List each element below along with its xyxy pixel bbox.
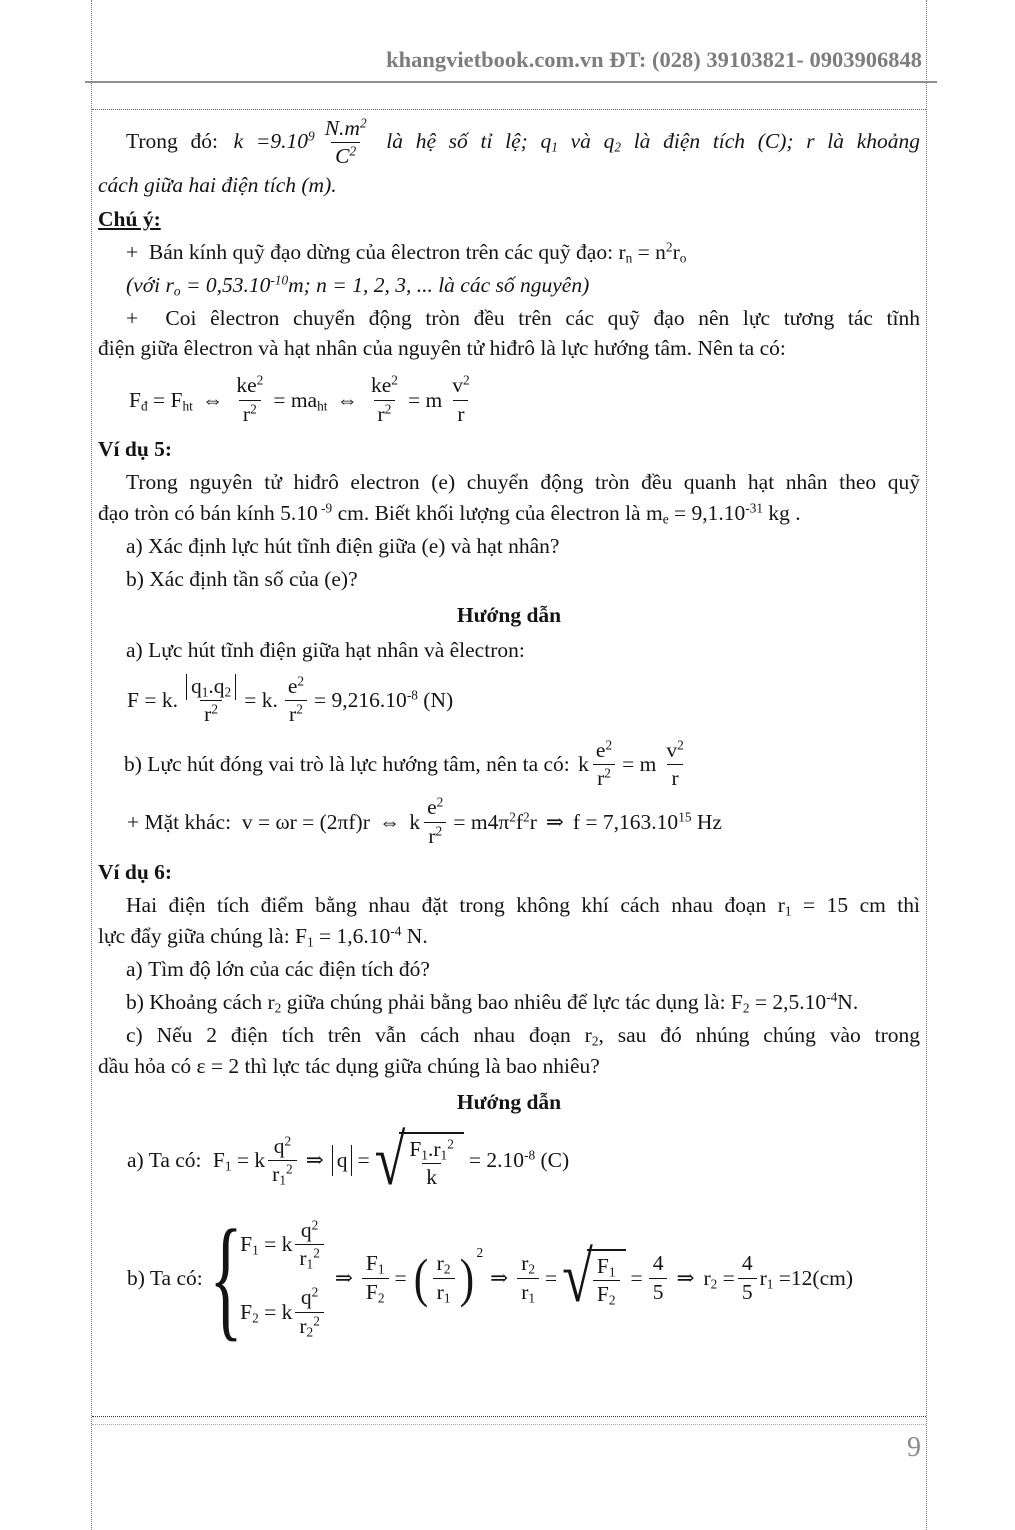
fraction-numerator: $r_2$	[436, 1251, 451, 1277]
fraction-numerator: $q^2$	[300, 1285, 319, 1310]
example6-statement-line2: lực đẩy giữa chúng là: $F_1 = 1,6.10^{-4}$ N.	[98, 923, 428, 950]
system-row	[237, 1218, 327, 1272]
fraction	[367, 373, 402, 427]
coefficient-k: k	[578, 751, 589, 776]
formula-lhs: $F_2 = k$	[240, 1299, 293, 1326]
fraction	[592, 738, 616, 792]
intro-paragraph	[98, 116, 920, 201]
fraction-denominator: $r^2$	[239, 400, 261, 427]
fraction	[295, 1218, 324, 1272]
fraction-denominator: $C^2$	[331, 142, 360, 169]
fraction-denominator: $r^2$	[285, 700, 307, 727]
note-bullet-radius: + Bán kính quỹ đạo dừng của êlectron trên các quỹ đạo: $r_n = n^2r_o$	[126, 239, 687, 265]
absolute-value-numerator: $q_1.q_2$	[186, 674, 236, 700]
formula-eq-m: = m	[622, 751, 657, 776]
fraction	[738, 1251, 757, 1305]
fraction-denominator: $F_2$	[362, 1278, 389, 1305]
fraction	[284, 674, 308, 728]
fraction-denominator: $r_1$	[517, 1278, 539, 1305]
solution-a-label: a) Ta có:	[127, 1148, 207, 1173]
example6-statement	[98, 890, 920, 952]
header-rule	[85, 81, 937, 83]
left-brace: {	[209, 1202, 243, 1354]
formula-r2: $r_2$ =	[703, 1265, 735, 1292]
example5-solution-b-line	[124, 738, 920, 792]
fraction-numerator: $F_1.r_1^2$	[409, 1136, 454, 1162]
parenthesized-ratio: ( $\frac{r_2}{r_1}$ ) 2	[413, 1244, 484, 1309]
example6-question-c	[98, 1020, 920, 1082]
square-root: √ $\frac{F_1.r_1^2}{k}$	[375, 1132, 464, 1191]
note-bullet-radius-note: (với $r_o = 0,53.10^{-10}m$; n = 1, 2, 3, ... là các số nguyên)	[126, 272, 590, 298]
example6-solution-a-formula	[124, 1121, 920, 1201]
fraction-denominator: r	[453, 400, 468, 427]
formula-result: $f = 7,163.10^{15}$ Hz	[572, 809, 722, 834]
fraction	[593, 1254, 620, 1308]
fraction-denominator: r	[667, 764, 682, 791]
page-header	[92, 44, 922, 76]
intro-k-expression: $k =9.10^9$	[233, 128, 315, 153]
iff-operator: ⇔	[378, 809, 401, 834]
equals-sign: =	[394, 1265, 407, 1290]
equals-sign: =	[630, 1265, 643, 1290]
example5-question-b: b) Xác định tần số của (e)?	[126, 566, 358, 591]
square-root: √ $\frac{F_1}{F_2}$	[562, 1249, 625, 1308]
implies-operator: ⇒	[545, 809, 564, 834]
fraction-numerator: $e^2$	[595, 737, 613, 762]
equation-system	[209, 1200, 327, 1356]
formula-rhs: = $m4\pi^2f^2r$	[453, 809, 537, 834]
implies-operator: ⇒	[305, 1148, 324, 1173]
example5-statement-line1: Trong nguyên tử hiđrô electron (e) chuyển động tròn đều quanh hạt nhân theo quỹ	[126, 470, 920, 495]
example5-solution-a-formula	[124, 674, 920, 728]
fraction	[649, 1251, 668, 1305]
main-content-frame	[92, 109, 926, 1417]
fraction	[662, 738, 687, 792]
fraction-numerator: $r_2$	[521, 1251, 536, 1277]
equals-sign: =	[545, 1265, 558, 1290]
equals-sign: =	[357, 1148, 370, 1173]
fraction	[232, 373, 267, 427]
fraction-denominator: $r_1$	[433, 1278, 455, 1305]
example5-statement-line2: đạo tròn có bán kính 5.10 $^{-9}$ cm. Biết khối lượng của êlectron là $m_e = 9,1.10^{-31}$ kg .	[98, 500, 801, 527]
fraction-numerator: $F_1$	[365, 1251, 385, 1277]
example6-solution-b-formula	[124, 1200, 920, 1356]
formula-result: = $9,216.10^{-8}$ (N)	[314, 687, 454, 713]
fraction-denominator: $r^2$	[374, 400, 396, 427]
formula-result: $r_1 =12(cm)$	[759, 1265, 853, 1292]
fraction	[362, 1251, 389, 1305]
solution-b-label: b) Lực hút đóng vai trò là lực hướng tâm, nên ta có:	[124, 751, 576, 776]
note-bullet-circular-line1: + Coi êlectron chuyển động tròn đều trên các quỹ đạo nên lực tương tác tĩnh	[126, 305, 920, 330]
exponent: 2	[476, 1244, 484, 1260]
coefficient-k: k	[409, 809, 421, 834]
fraction	[433, 1251, 455, 1305]
note-heading: Chú ý:	[98, 206, 161, 231]
fraction-numerator: $N.m^2$	[324, 115, 367, 140]
system-rows	[237, 1218, 327, 1339]
fraction-numerator: $q^2$	[300, 1217, 319, 1242]
intro-after: là hệ số tỉ lệ; $q_1$ và $q_2$ là điện tích (C); r là khoảng	[373, 128, 921, 155]
fraction	[405, 1137, 458, 1191]
radicand	[399, 1132, 464, 1191]
example6-guide-heading: Hướng dẫn	[456, 1089, 562, 1114]
implies-operator: ⇒	[490, 1265, 509, 1290]
formula-mid: = k.	[244, 688, 278, 713]
formula-lead: + Mặt khác: v = ωr = (2πf)r	[127, 809, 370, 834]
formula-lhs: F = k.	[127, 688, 178, 713]
fraction	[268, 1134, 297, 1188]
implies-operator: ⇒	[334, 1265, 353, 1290]
example6-question-c-line1: c) Nếu 2 điện tích trên vẫn cách nhau đoạn $r_2$, sau đó nhúng chúng vào trong	[126, 1022, 920, 1049]
note-bullet-circular	[98, 303, 920, 365]
intro-lead: Trong đó:	[126, 128, 231, 153]
formula-result: = $2.10^{-8}$ (C)	[468, 1148, 570, 1173]
fraction-denominator: $r^2$	[424, 822, 446, 849]
fraction-numerator: $e^2$	[427, 794, 444, 820]
intro-line2: cách giữa hai điện tích (m).	[98, 172, 337, 197]
units-fraction	[321, 116, 371, 170]
fraction	[423, 795, 447, 849]
example6-statement-line1: Hai điện tích điểm bằng nhau đặt trong không khí cách nhau đoạn $r_1 = 15$ cm thì	[126, 892, 920, 919]
fraction-numerator: $ke^2$	[236, 373, 264, 398]
footer-frame-border	[92, 1424, 926, 1425]
fraction-denominator: $r_2^2$	[295, 1312, 324, 1339]
fraction-denominator: $r^2$	[200, 700, 222, 727]
fraction-denominator: $r_1^2$	[268, 1160, 297, 1187]
iff-operator: ⇔	[336, 387, 358, 412]
example5-question-a: a) Xác định lực hút tĩnh điện giữa (e) và hạt nhân?	[126, 534, 560, 559]
fraction-denominator: $r_1^2$	[295, 1244, 324, 1271]
absolute-value-q: q	[332, 1145, 353, 1176]
implies-operator: ⇒	[676, 1265, 695, 1290]
example6-question-c-line2: dầu hỏa có ε = 2 thì lực tác dụng giữa chúng là bao nhiêu?	[98, 1053, 600, 1078]
formula-lhs: $F_1 = k$	[240, 1231, 293, 1258]
formula-lhs: $F_đ = F_{ht}$	[129, 387, 193, 414]
example6-question-a: a) Tìm độ lớn của các điện tích đó?	[126, 956, 430, 981]
fraction	[295, 1285, 324, 1339]
fraction-numerator: 4	[741, 1251, 753, 1276]
system-row	[237, 1285, 327, 1339]
formula-lhs: $F_1 = k$	[212, 1148, 266, 1174]
fraction-numerator: 4	[652, 1251, 664, 1276]
example5-solution-b2-line	[124, 795, 920, 849]
fraction-denominator: $F_2$	[593, 1280, 620, 1307]
example5-statement	[98, 467, 920, 529]
fraction-denominator: k	[422, 1163, 441, 1190]
iff-operator: ⇔	[201, 387, 224, 412]
fraction	[448, 373, 473, 427]
fraction	[184, 674, 238, 728]
example6-heading: Ví dụ 6:	[98, 859, 173, 884]
centripetal-force-formula	[126, 373, 920, 427]
fraction-numerator: $F_1$	[596, 1253, 616, 1280]
fraction	[517, 1251, 539, 1305]
example6-question-b: b) Khoảng cách $r_2$ giữa chúng phải bằng bao nhiêu để lực tác dụng là: $F_2 = 2,5.10^{-4}N$.	[126, 989, 859, 1016]
formula-mid: = $ma_{ht}$	[273, 387, 328, 414]
example5-guide-heading: Hướng dẫn	[456, 602, 562, 627]
fraction-numerator: $e^2$	[287, 673, 305, 698]
fraction-denominator: 5	[649, 1278, 668, 1305]
example5-heading: Ví dụ 5:	[98, 437, 173, 462]
fraction-numerator: $v^2$	[452, 373, 470, 398]
page-number: 9	[907, 1432, 921, 1463]
formula-eq-m: = m	[407, 387, 443, 412]
example5-solution-a-label: a) Lực hút tĩnh điện giữa hạt nhân và êlectron:	[126, 637, 525, 662]
solution-b-label: b) Ta có:	[127, 1265, 209, 1290]
note-bullet-circular-line2: điện giữa êlectron và hạt nhân của nguyên tử hiđrô là lực hướng tâm. Nên ta có:	[98, 336, 786, 361]
fraction-denominator: $r^2$	[593, 764, 615, 791]
fraction-numerator: $ke^2$	[370, 373, 398, 398]
fraction-numerator: $v^2$	[666, 737, 684, 762]
fraction-numerator: $q^2$	[273, 1133, 292, 1159]
fraction-denominator: 5	[738, 1278, 757, 1305]
right-frame-border	[926, 0, 927, 1530]
header-contact-text: khangvietbook.com.vn ĐT: (028) 39103821- 0903906848	[386, 47, 922, 72]
